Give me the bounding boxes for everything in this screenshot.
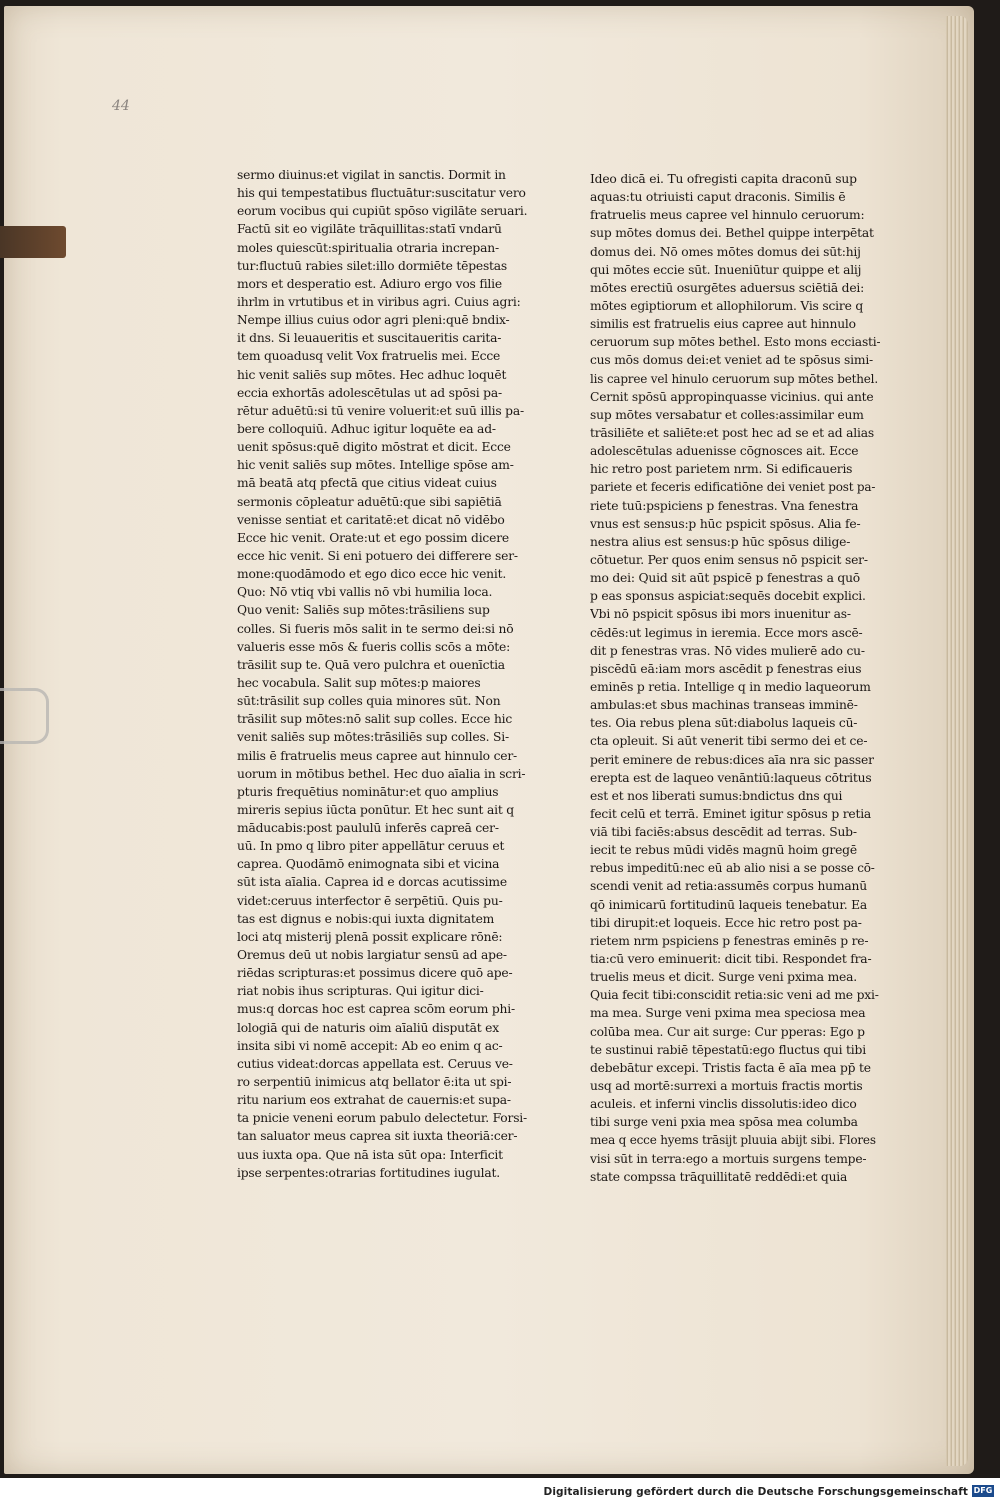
text-line: Ecce hic venit. Orate:ut et ego possim dicere (237, 530, 509, 545)
text-line: uorum in mōtibus bethel. Hec duo aīalia in scri- (237, 766, 526, 781)
text-line: tan saluator meus caprea sit iuxta theoriā:cer- (237, 1129, 518, 1144)
text-line: sup mōtes domus dei. Bethel quippe interpētat (590, 226, 874, 241)
text-line: eccia exhortās adolescētulas ut ad spōsi pa- (237, 385, 502, 400)
text-line: p eas sponsus aspiciat:sequēs docebit explici. (590, 589, 866, 604)
text-line: Cernit spōsū appropinquasse vicinius. qui ante (590, 389, 874, 404)
text-line: Ideo dicā ei. Tu ofregisti capita draconū sup (590, 172, 857, 186)
text-line: mireris sepius iūcta ponūtur. Et hec sunt ait q (237, 802, 514, 817)
text-line: viā tibi faciēs:absus descēdit ad terras. Sub- (590, 825, 857, 840)
text-line: mors et desperatio est. Adiuro ergo vos filie (237, 276, 502, 291)
folio-number: 44 (112, 98, 130, 114)
text-line: hic retro post parietem nrm. Si edificaueris (590, 462, 853, 477)
text-line: trāsilit sup te. Quā vero pulchra et ouenīctia (237, 657, 505, 672)
text-line: mea q ecce hyems trāsijt pluuia abijt sibi. Flores (590, 1133, 876, 1148)
text-line: tes. Oia rebus plena sūt:diabolus laqueis cū- (590, 716, 858, 731)
text-line: tas est dignus e nobis:qui iuxta dignitatem (237, 911, 495, 926)
text-line: uū. In pmo q libro piter appellātur ceruus et (237, 839, 505, 854)
text-line: uus iuxta opa. Que nā ista sūt opa: Interficit (237, 1147, 503, 1162)
text-line: insita sibi vi nomē accepit: Ab eo enim q ac- (237, 1038, 503, 1053)
text-line: visi sūt in terra:ego a mortuis surgens tempe- (590, 1151, 867, 1166)
text-line: ihrlm in vrtutibus et in viribus agri. Cuius agri: (237, 294, 521, 309)
text-line: ma mea. Surge veni pxima mea speciosa mea (590, 1006, 866, 1021)
text-line: uenit spōsus:quē digito mōstrat et dicit. Ecce (237, 440, 511, 455)
text-line: Oremus deū ut nobis largiatur sensū ad ape- (237, 948, 507, 963)
text-line: venit saliēs sup mōtes:trāsiliēs sup colles. Si- (237, 730, 509, 745)
text-line: lis capree vel hinulo ceruorum sup mōtes bethel. (590, 371, 878, 386)
text-line: tibi dirupit:et loqueis. Ecce hic retro post pa- (590, 915, 862, 930)
text-line: mōtes erectiū osurgētes aduersus sciētiā dei: (590, 280, 865, 295)
text-line: ipse serpentes:otrarias fortitudines iugulat. (237, 1165, 500, 1180)
text-line: riete tuū:pspiciens p fenestras. Vna fenestra (590, 498, 859, 513)
bookmark-tab (0, 226, 66, 258)
text-line: trāsiliēte et saliēte:et post hec ad se et ad alias (590, 425, 874, 440)
text-line: tibi surge veni pxia mea spōsa mea columba (590, 1115, 858, 1130)
text-line: vnus est sensus:p hūc pspicit spōsus. Alia fe- (590, 516, 861, 531)
text-line: hic venit saliēs sup mōtes. Hec adhuc loquēt (237, 367, 507, 382)
text-line: sup mōtes versabatur et colles:assimilar eum (590, 407, 864, 422)
text-line: mōtes egiptiorum et allophilorum. Vis scire q (590, 298, 864, 313)
text-line: fecit celū et terrā. Eminet igitur spōsus p retia (590, 806, 872, 821)
text-line: fratruelis meus capree vel hinnulo ceruorum: (590, 208, 865, 223)
text-line: tem quoadusq velit Vox fratruelis mei. Ecce (237, 349, 501, 364)
text-line: his qui tempestatibus fluctuātur:suscitatur vero (237, 186, 526, 201)
text-line: state compssa trāquillitatē reddēdi:et quia (590, 1169, 848, 1184)
text-line: valueris esse mōs & fueris collis scōs a mōte: (237, 639, 511, 654)
text-line: aculeis. et inferni vinclis dissolutis:ideo dico (590, 1097, 857, 1112)
text-line: truelis meus et dicit. Surge veni pxima mea. (590, 970, 857, 985)
text-line: Factū sit eo vigilāte trāquillitas:statī vndarū (237, 222, 502, 237)
text-line: cōtuetur. Per quos enim sensus nō pspicit ser- (590, 552, 868, 567)
text-line: Quo venit: Saliēs sup mōtes:trāsiliens sup (237, 603, 490, 618)
text-line: ta pnicie veneni eorum pabulo delectetur. Forsi- (237, 1111, 527, 1126)
text-line: ecce hic venit. Si eni potuero dei differere ser- (237, 548, 518, 563)
text-line: riēdas scripturas:et possimus dicere quō ape- (237, 966, 513, 981)
text-line: Nempe illius cuius odor agri pleni:quē bndix- (237, 313, 510, 328)
text-line: tia:cū vero eminuerit: dicit tibi. Respondet fra- (590, 952, 872, 967)
text-line: adolescētulas aduenisse cōgnosces ait. Ecce (590, 444, 859, 459)
text-line: ceruorum sup mōtes bethel. Esto mons ecciasti- (590, 335, 880, 350)
text-line: rētur aduētū:si tū venire voluerit:et suū illis pa- (237, 403, 524, 418)
dfg-logo: DFG (973, 1486, 993, 1495)
text-line: Quia fecit tibi:conscidit retia:sic veni ad me pxi- (590, 988, 879, 1003)
text-line: ritu narium eos extrahat de cauernis:et supa- (237, 1093, 511, 1108)
text-line: te sustinui rabiē tēpestatū:ego fluctus qui tibi (590, 1042, 866, 1057)
text-line: hec vocabula. Salit sup mōtes:p maiores (237, 675, 481, 690)
paper-clip (0, 688, 49, 744)
text-line: lologiā qui de naturis oim aīaliū disputāt ex (237, 1020, 499, 1035)
text-line: cus mōs domus dei:et veniet ad te spōsus simi- (590, 353, 874, 368)
manuscript-page (4, 6, 974, 1474)
text-line: cutius videat:dorcas appellata est. Ceruus ve- (237, 1056, 513, 1071)
left-text-column (237, 166, 527, 1182)
text-line: tur:fluctuū rabies silet:illo dormiēte tēpestas (237, 258, 508, 273)
text-line: sermo diuinus:et vigilat in sanctis. Dormit in (237, 168, 506, 182)
text-line: moles quiescūt:spiritualia otraria increpan- (237, 240, 499, 255)
text-line: sermonis cōpleatur aduētū:que sibi sapiētiā (237, 494, 502, 509)
text-line: videt:ceruus interfector ē serpētiū. Quis pu- (237, 893, 503, 908)
text-line: māducabis:post paululū inferēs capreā cer- (237, 821, 499, 836)
text-line: ambulas:et sbus machinas transeas imminē- (590, 698, 858, 713)
text-line: riat nobis ihus scripturas. Qui igitur dici- (237, 984, 484, 999)
text-line: qō inimicarū fortitudinū laqueis tenebatur. Ea (590, 897, 868, 912)
text-line: qui mōtes eccie sūt. Inueniūtur quippe et alij (590, 262, 862, 277)
text-line: pariete et feceris edificatiōne dei veniet post pa- (590, 480, 876, 495)
text-line: trāsilit sup mōtes:nō salit sup colles. Ecce hic (237, 712, 513, 727)
text-line: mā beatā atq pfectā que citius videat cuius (237, 476, 497, 491)
text-line: usq ad mortē:surrexi a mortuis fractis mortis (590, 1079, 863, 1094)
funding-credit: Digitalisierung gefördert durch die Deutsche Forschungsgemeinschaft (543, 1486, 968, 1498)
text-line: mone:quodāmodo et ego dico ecce hic venit. (237, 567, 507, 582)
text-line: sūt:trāsilit sup colles quia minores sūt. Non (237, 694, 501, 709)
text-line: rebus impeditū:nec eū ab alio nisi a se posse cō- (590, 861, 875, 876)
text-line: cta opleuit. Si aūt venerit tibi sermo dei et ce- (590, 734, 868, 749)
text-line: nestra alius est sensus:p hūc spōsus dilige- (590, 534, 851, 549)
text-line: Vbi nō pspicit spōsus ibi mors inuenitur as- (590, 607, 851, 622)
footer-bar (0, 1478, 1000, 1505)
text-line: eminēs p retia. Intellige q in medio laqueorum (590, 679, 871, 694)
text-line: Quo: Nō vtiq vbi vallis nō vbi humilia loca. (237, 585, 493, 600)
text-line: caprea. Quodāmō enimognata sibi et vicina (237, 857, 500, 872)
text-line: rietem nrm pspiciens p fenestras eminēs p re- (590, 933, 869, 948)
text-line: mo dei: Quid sit aūt pspicē p fenestras a quō (590, 571, 860, 586)
text-line: ro serpentiū inimicus atq bellator ē:ita ut spi- (237, 1075, 512, 1090)
text-line: perit eminere de rebus:dices aīa nra sic passer (590, 752, 874, 767)
text-line: aquas:tu otriuisti caput draconis. Similis ē (590, 190, 846, 205)
text-line: venisse sentiat et caritatē:et dicat nō vidēbo (237, 512, 505, 527)
text-line: milis ē fratruelis meus capree aut hinnulo cer- (237, 748, 517, 763)
text-line: mus:q dorcas hoc est caprea scōm eorum phi- (237, 1002, 515, 1017)
text-line: cēdēs:ut legimus in ieremia. Ecce mors ascē- (590, 625, 863, 640)
text-line: eorum vocibus qui cupiūt spōso vigilāte seruari. (237, 204, 527, 219)
page-edges (946, 16, 968, 1466)
text-line: hic venit saliēs sup mōtes. Intellige spōse am- (237, 458, 514, 473)
text-line: debebātur excepi. Tristis facta ē aīa mea pp̄ te (590, 1060, 871, 1075)
text-line: bere colloquiū. Adhuc igitur loquēte ea ad- (237, 421, 496, 436)
text-line: pturis frequētius nominātur:et quo amplius (237, 784, 499, 799)
text-line: erepta est de laqueo venāntiū:laqueus cōtritus (590, 770, 872, 785)
text-line: scendi venit ad retia:assumēs corpus humanū (590, 879, 867, 894)
text-line: domus dei. Nō omes mōtes domus dei sūt:hij (590, 244, 861, 259)
text-line: est et nos liberati sumus:bndictus dns qui (590, 788, 843, 803)
text-line: similis est fratruelis eius capree aut hinnulo (590, 317, 856, 332)
text-line: sūt ista aīalia. Caprea id e dorcas acutissime (237, 875, 507, 890)
text-line: dit p fenestras vras. Nō vides mulierē ado cu- (590, 643, 865, 658)
text-line: piscēdū eā:iam mors ascēdit p fenestras eius (590, 661, 862, 676)
text-line: it dns. Si leuaueritis et suscitaueritis carita- (237, 331, 502, 346)
text-line: iecit te rebus mūdi vidēs magnū hoim gregē (590, 843, 857, 858)
text-line: loci atq misterij plenā possit explicare rōnē: (237, 929, 503, 944)
text-line: colles. Si fueris mōs salit in te sermo dei:si nō (237, 621, 514, 636)
right-text-column (590, 170, 880, 1186)
text-line: colūba mea. Cur ait surge: Cur pperas: Ego p (590, 1024, 865, 1039)
